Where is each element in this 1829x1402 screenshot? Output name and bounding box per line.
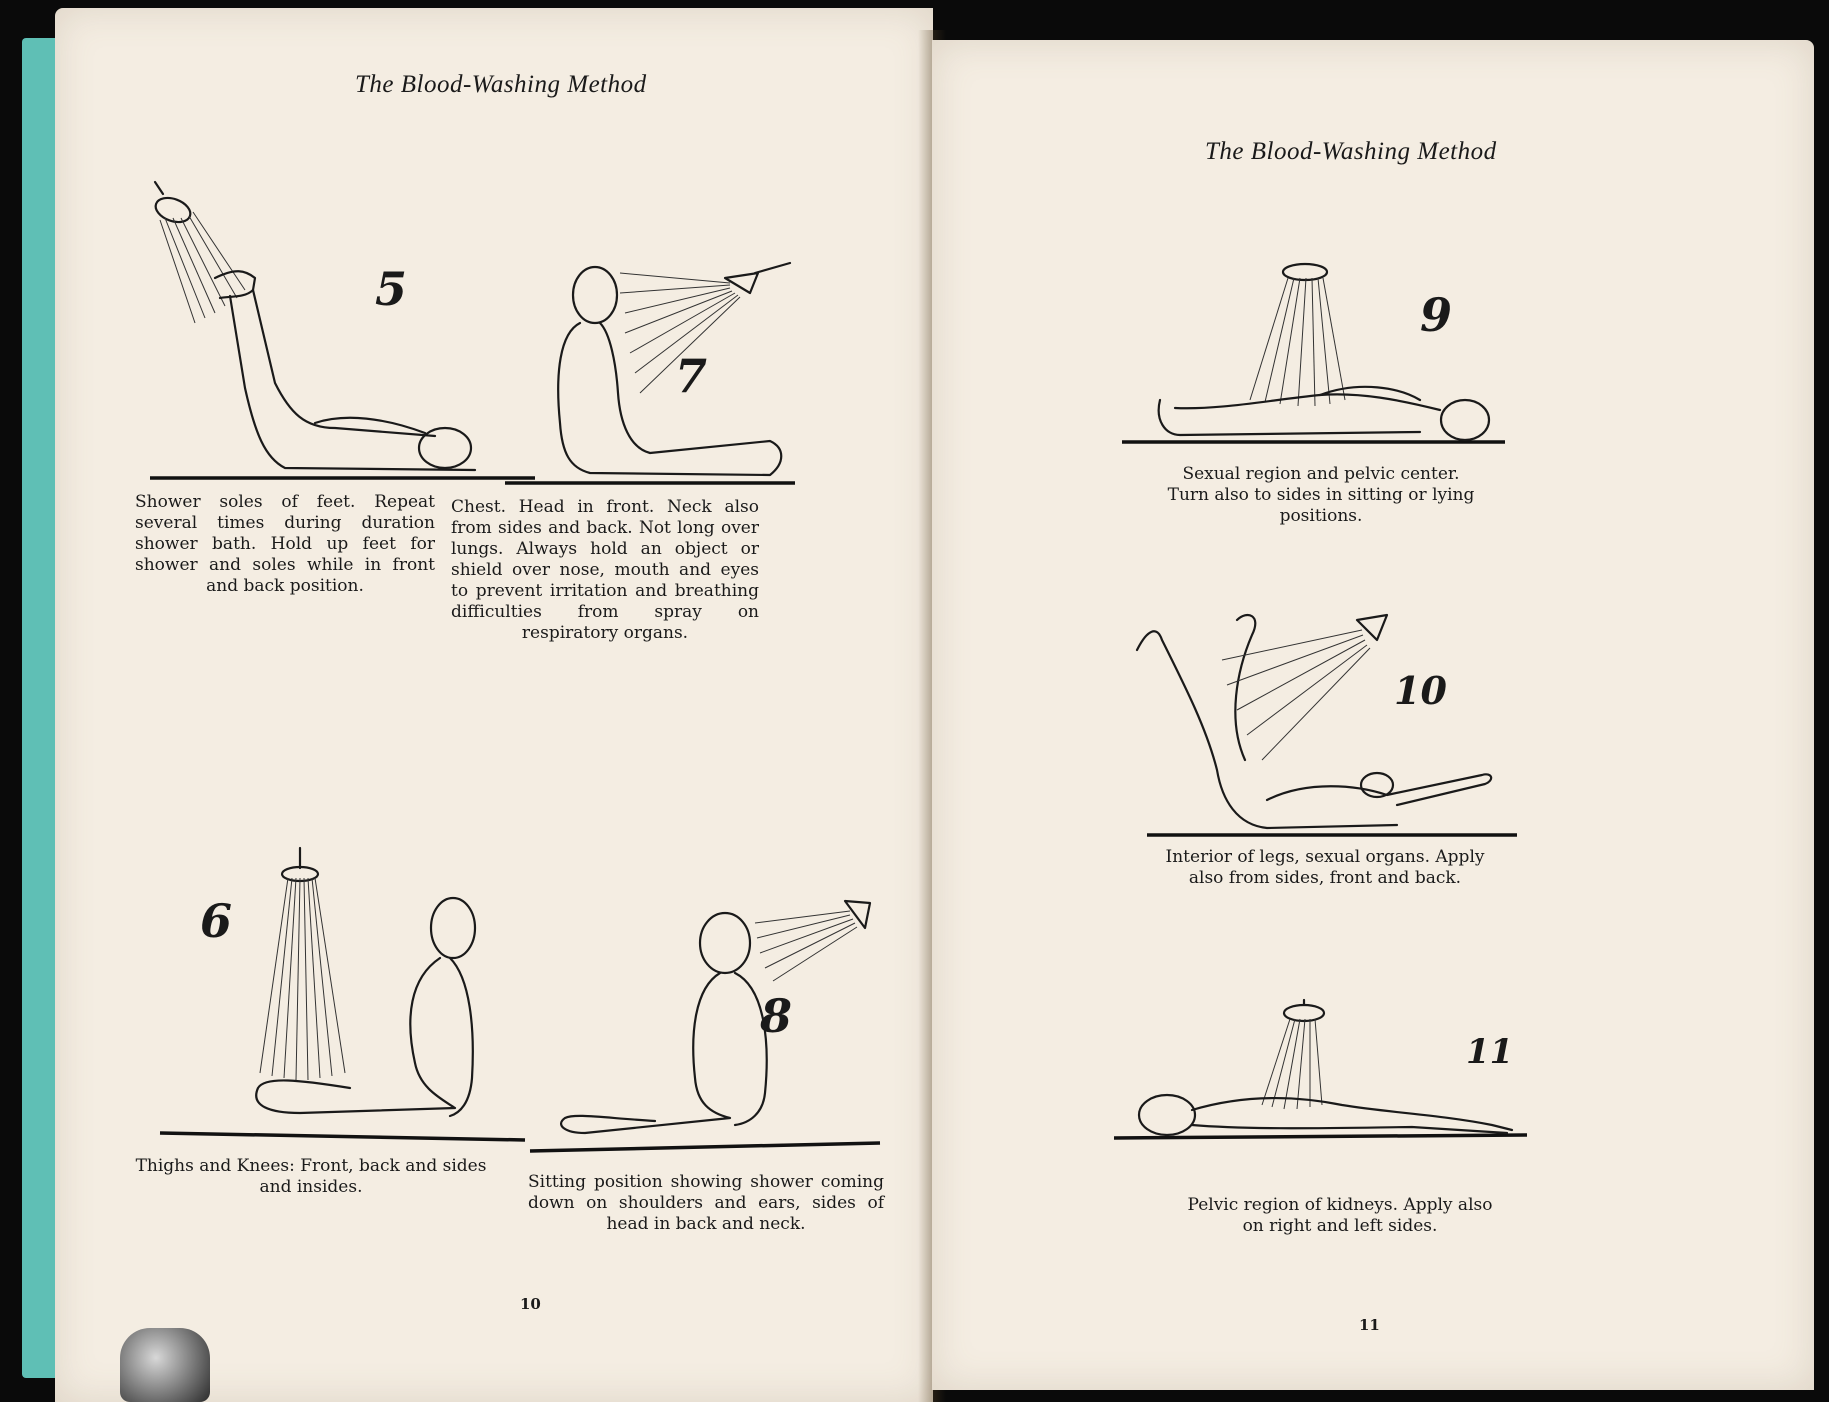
figure-9-number: 9 [1420, 288, 1453, 342]
right-page [932, 40, 1814, 1390]
left-page [55, 8, 933, 1402]
figure-5-illustration [145, 178, 545, 483]
page-number-right: 11 [1359, 1316, 1380, 1334]
figure-8-illustration [525, 893, 885, 1158]
running-head-right: The Blood-Washing Method [1205, 138, 1497, 165]
figure-10-caption: Interior of legs, sexual organs. Apply also from sides, front and back. [1165, 847, 1485, 888]
page-number-left: 10 [520, 1295, 541, 1313]
figure-8-caption: Sitting position showing shower coming down on shoulders and ears, sides of head in back and neck. [528, 1172, 884, 1234]
figure-10-illustration [1127, 600, 1522, 840]
figure-7-illustration [500, 253, 800, 488]
figure-6-caption: Thighs and Knees: Front, back and sides and insides. [135, 1156, 487, 1197]
metal-charm-object [120, 1328, 210, 1402]
figure-7-number: 7 [675, 349, 708, 403]
figure-11-number: 11 [1466, 1032, 1514, 1072]
figure-6-illustration [150, 848, 530, 1143]
running-head-left: The Blood-Washing Method [355, 71, 647, 98]
figure-8-number: 8 [760, 989, 793, 1043]
figure-7-caption: Chest. Head in front. Neck also from sides and back. Not long over lungs. Always hold an object or shield over nose, mouth and eyes to prevent irritation and breathing difficulties from spray on respiratory organs. [451, 497, 759, 643]
figure-6-number: 6 [200, 894, 233, 948]
figure-5-caption: Shower soles of feet. Repeat several times during duration shower bath. Hold up feet for shower and soles while in front and back position. [135, 492, 435, 596]
figure-10-number: 10 [1394, 668, 1447, 713]
figure-9-caption: Sexual region and pelvic center. Turn also to sides in sitting or lying positions. [1167, 464, 1475, 526]
figure-5-number: 5 [375, 262, 408, 316]
figure-11-caption: Pelvic region of kidneys. Apply also on right and left sides. [1187, 1195, 1493, 1236]
